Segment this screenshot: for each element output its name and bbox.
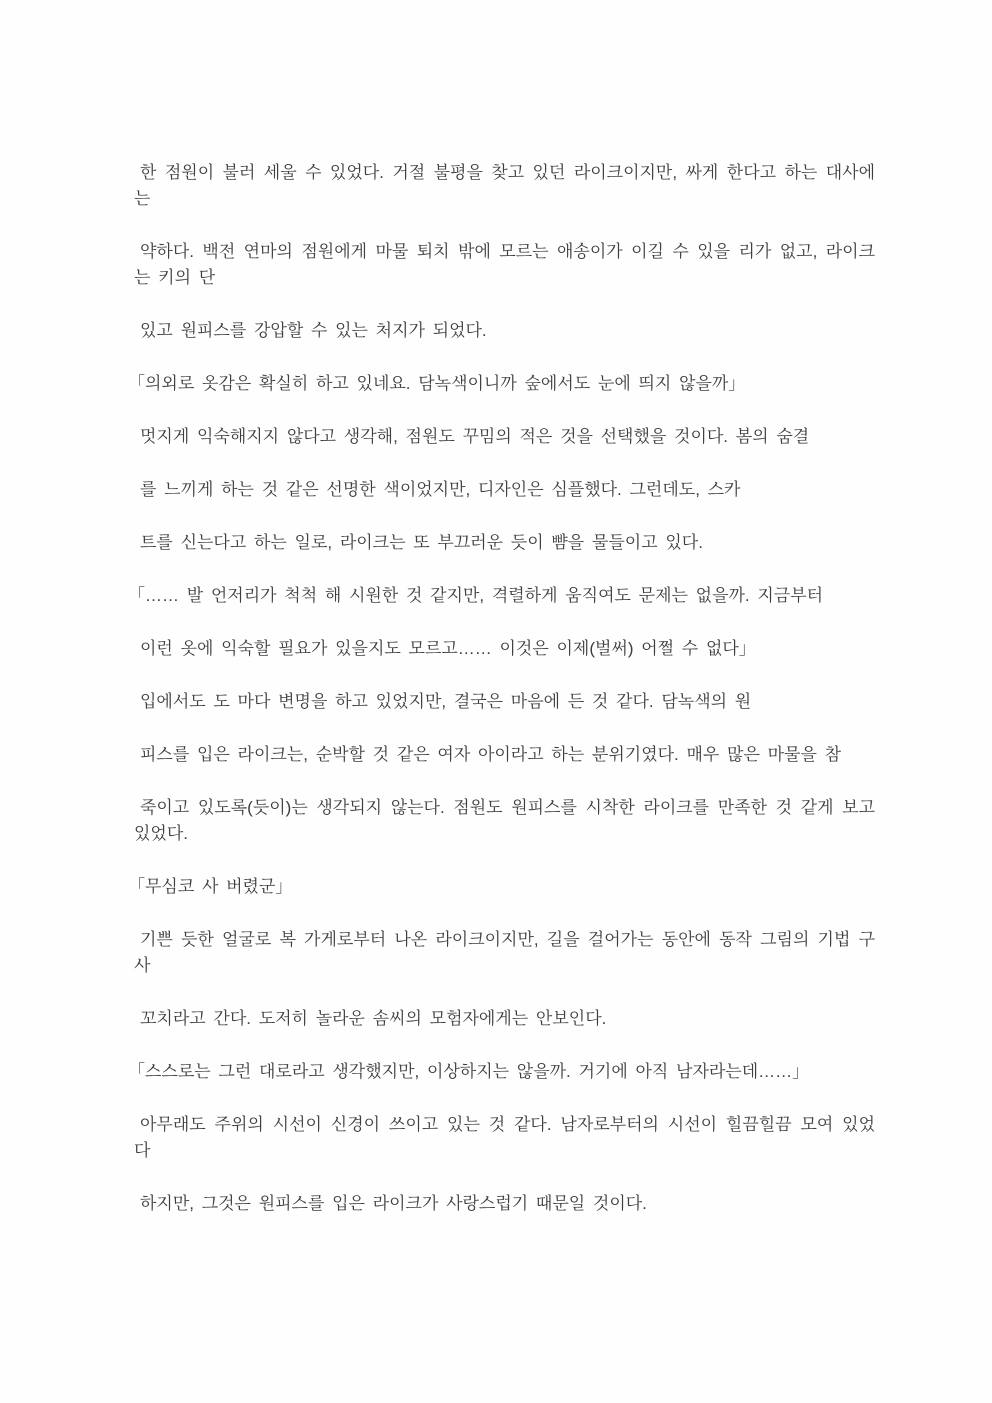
paragraph: 꼬치라고 간다. 도저히 놀라운 솜씨의 모험자에게는 안보인다. (140, 1009, 607, 1028)
paragraph: 트를 신는다고 하는 일로, 라이크는 또 부끄러운 듯이 뺨을 물들이고 있다. (140, 533, 703, 552)
paragraph: 이런 옷에 익숙할 필요가 있을지도 모르고…… 이것은 이제(벌써) 어쩔 수 없다」 (140, 639, 756, 658)
paragraph: 를 느끼게 하는 것 같은 선명한 색이었지만, 디자인은 심플했다. 그런데도, 스카 (140, 480, 741, 499)
paragraph: 하지만, 그것은 원피스를 입은 라이크가 사랑스럽기 때문일 것이다. (140, 1194, 647, 1213)
paragraph: 약하다. 백전 연마의 점원에게 마물 퇴치 밖에 모르는 애송이가 이길 수 있을 리가 없고, 라이크는 키의 단 (134, 242, 875, 287)
paragraph: 기쁜 듯한 얼굴로 복 가게로부터 나온 라이크이지만, 길을 걸어가는 동안에 동작 그림의 기법 구사 (134, 930, 875, 975)
paragraph: 죽이고 있도록(듯이)는 생각되지 않는다. 점원도 원피스를 시착한 라이크를 만족한 것 같게 보고 있었다. (134, 798, 875, 843)
paragraph: 한 점원이 불러 세울 수 있었다. 거절 불평을 찾고 있던 라이크이지만, 싸게 한다고 하는 대사에는 (134, 163, 875, 208)
document-body (128, 160, 875, 1244)
paragraph: 피스를 입은 라이크는, 순박할 것 같은 여자 아이라고 하는 분위기였다. 매우 많은 마물을 참 (140, 745, 842, 764)
paragraph: 입에서도 도 마다 변명을 하고 있었지만, 결국은 마음에 든 것 같다. 담녹색의 원 (140, 692, 752, 711)
dialogue-paragraph: 「무심코 사 버렸군」 (128, 877, 293, 896)
dialogue-paragraph: 「의외로 옷감은 확실히 하고 있네요. 담녹색이니까 숲에서도 눈에 띄지 않을까」 (128, 374, 746, 393)
paragraph: 있고 원피스를 강압할 수 있는 처지가 되었다. (140, 321, 487, 340)
paragraph: 멋지게 익숙해지지 않다고 생각해, 점원도 꾸밈의 적은 것을 선택했을 것이다. 봄의 숨결 (140, 427, 810, 446)
dialogue-paragraph: 「…… 발 언저리가 척척 해 시원한 것 같지만, 격렬하게 움직여도 문제는 없을까. 지금부터 (128, 586, 824, 605)
dialogue-paragraph: 「스스로는 그런 대로라고 생각했지만, 이상하지는 않을까. 거기에 아직 남자라는데……」 (128, 1062, 810, 1081)
paragraph: 아무래도 주위의 시선이 신경이 쓰이고 있는 것 같다. 남자로부터의 시선이 힐끔힐끔 모여 있었다 (134, 1115, 875, 1160)
